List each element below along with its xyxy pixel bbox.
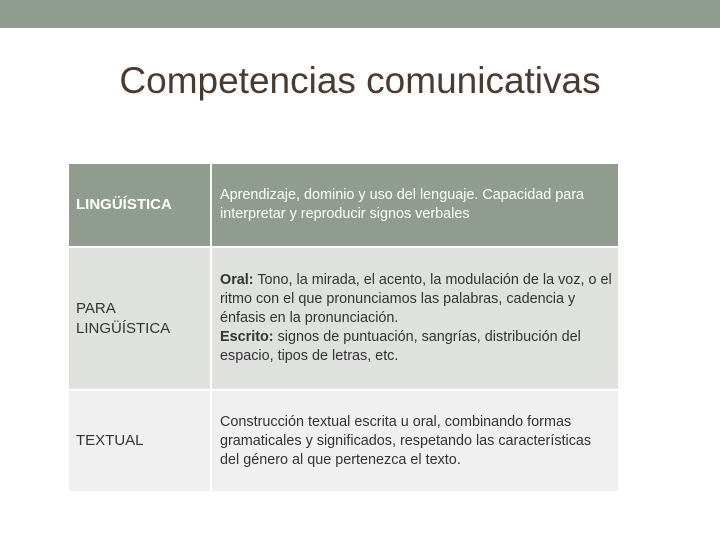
term-label-line1: PARA — [76, 299, 116, 317]
escrito-label: Escrito: — [220, 329, 274, 345]
description-cell — [212, 164, 618, 246]
description-text: Aprendizaje, dominio y uso del lenguaje. Capacidad para interpretar y reproducir signos verbales — [220, 187, 585, 222]
slide-title: Competencias comunicativas — [119, 60, 601, 101]
escrito-paragraph — [220, 328, 614, 366]
oral-label: Oral: — [220, 272, 254, 288]
term-label: TEXTUAL — [76, 432, 144, 449]
competencies-table — [69, 164, 618, 491]
table-row-linguistica — [69, 164, 618, 248]
table-row-textual — [69, 391, 618, 491]
description-cell — [212, 391, 618, 491]
term-cell — [69, 391, 212, 491]
oral-text: Tono, la mirada, el acento, la modulación de la voz, o el ritmo con el que pronunciamos las palabras, cadencia y énfasis en la pronunciación. — [220, 272, 612, 326]
term-label: LINGÜÍSTICA — [76, 196, 172, 213]
term-cell — [69, 248, 212, 389]
term-cell — [69, 164, 212, 246]
description-text: Construcción textual escrita u oral, combinando formas gramaticales y significados, respetando las características del género al que pertenezca el texto. — [220, 413, 592, 468]
table-row-paralinguistica — [69, 248, 618, 391]
top-banner — [0, 0, 720, 28]
oral-paragraph — [220, 271, 614, 328]
description-cell — [212, 248, 618, 389]
term-label-line2: LINGÜÍSTICA — [76, 319, 171, 337]
escrito-text: signos de puntuación, sangrías, distribución del espacio, tipos de letras, etc. — [220, 329, 581, 364]
